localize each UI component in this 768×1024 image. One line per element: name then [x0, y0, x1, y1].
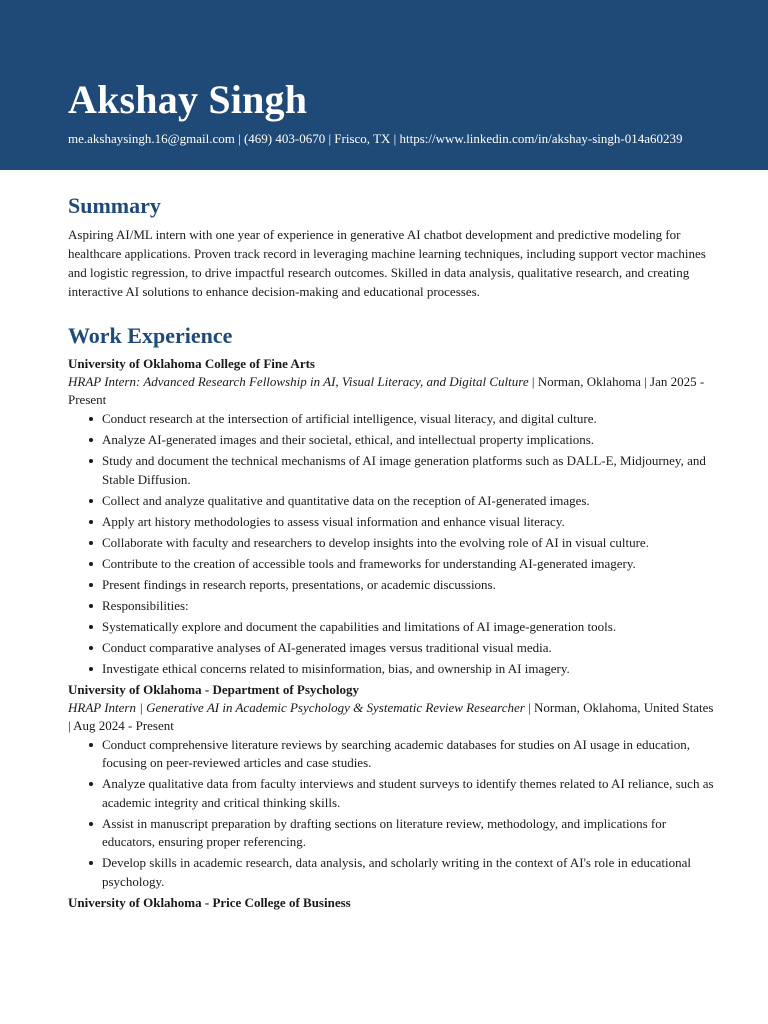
job-bullet: Contribute to the creation of accessible tools and frameworks for understanding AI-generated imagery. [102, 555, 716, 574]
resume-body [68, 193, 716, 912]
job-role-title: HRAP Intern: Advanced Research Fellowship in AI, Visual Literacy, and Digital Culture [68, 374, 529, 389]
job-bullet: Collaborate with faculty and researchers to develop insights into the evolving role of AI in visual culture. [102, 534, 716, 553]
job-role-title: HRAP Intern | Generative AI in Academic Psychology & Systematic Review Researcher [68, 699, 525, 715]
candidate-name: Akshay Singh [68, 77, 308, 122]
job-bullet: Develop skills in academic research, data analysis, and scholarly writing in the context of AI's role in educational psychology. [102, 854, 716, 891]
job-bullet: Present findings in research reports, presentations, or academic discussions. [102, 576, 716, 595]
job-location-dates: | Norman, Oklahoma | Jan 2025 - Present [68, 374, 705, 407]
contact-line: me.akshaysingh.16@gmail.com | (469) 403-0670 | Frisco, TX | https://www.linkedin.com/in/akshay-singh-014a60239 [68, 131, 683, 146]
job-bullet: Investigate ethical concerns related to misinformation, bias, and ownership in AI imagery. [102, 660, 716, 679]
job-entry [68, 681, 716, 892]
job-entry [68, 355, 716, 678]
job-organization: University of Oklahoma - Price College of Business [68, 894, 351, 910]
work-experience-heading: Work Experience [68, 323, 233, 348]
job-bullet: Responsibilities: [102, 597, 716, 616]
summary-heading: Summary [68, 193, 161, 218]
job-bullet: Analyze qualitative data from faculty interviews and student surveys to identify themes related to AI reliance, such as academic integrity and critical thinking skills. [102, 775, 716, 812]
job-bullet: Study and document the technical mechanisms of AI image generation platforms such as DALL-E, Midjourney, and Stable Diffusion. [102, 452, 716, 489]
job-bullet: Apply art history methodologies to assess visual information and enhance visual literacy. [102, 513, 716, 532]
job-bullet: Conduct research at the intersection of artificial intelligence, visual literacy, and digital culture. [102, 410, 716, 429]
job-role-line [68, 699, 716, 735]
job-bullet: Conduct comprehensive literature reviews by searching academic databases for studies on AI usage in education, focusing on peer-reviewed articles and case studies. [102, 736, 716, 773]
job-bullet-list [68, 736, 716, 892]
job-organization: University of Oklahoma College of Fine Arts [68, 356, 315, 371]
job-location-dates: | Norman, Oklahoma, United States | Aug 2024 - Present [68, 699, 714, 733]
summary-text: Aspiring AI/ML intern with one year of experience in generative AI chatbot development and predictive modeling for healthcare applications. Proven track record in leveraging machine learning techniques, including support vector machines and logistic regression, to drive impactful research outcomes. Skilled in data analysis, qualitative research, and creating interactive AI solutions to enhance decision-making and educational processes. [68, 227, 706, 299]
job-bullet: Systematically explore and document the capabilities and limitations of AI image-generation tools. [102, 618, 716, 637]
job-bullet: Collect and analyze qualitative and quantitative data on the reception of AI-generated images. [102, 492, 716, 511]
job-entry [68, 894, 716, 912]
job-bullet: Assist in manuscript preparation by drafting sections on literature review, methodology, and implications for educators, ensuring proper referencing. [102, 815, 716, 852]
job-organization: University of Oklahoma - Department of Psychology [68, 681, 360, 697]
job-role-line [68, 373, 716, 409]
job-bullet-list [68, 410, 716, 678]
resume-header [0, 0, 768, 170]
job-bullet: Conduct comparative analyses of AI-generated images versus traditional visual media. [102, 639, 716, 658]
job-bullet: Analyze AI-generated images and their societal, ethical, and intellectual property implications. [102, 431, 716, 450]
